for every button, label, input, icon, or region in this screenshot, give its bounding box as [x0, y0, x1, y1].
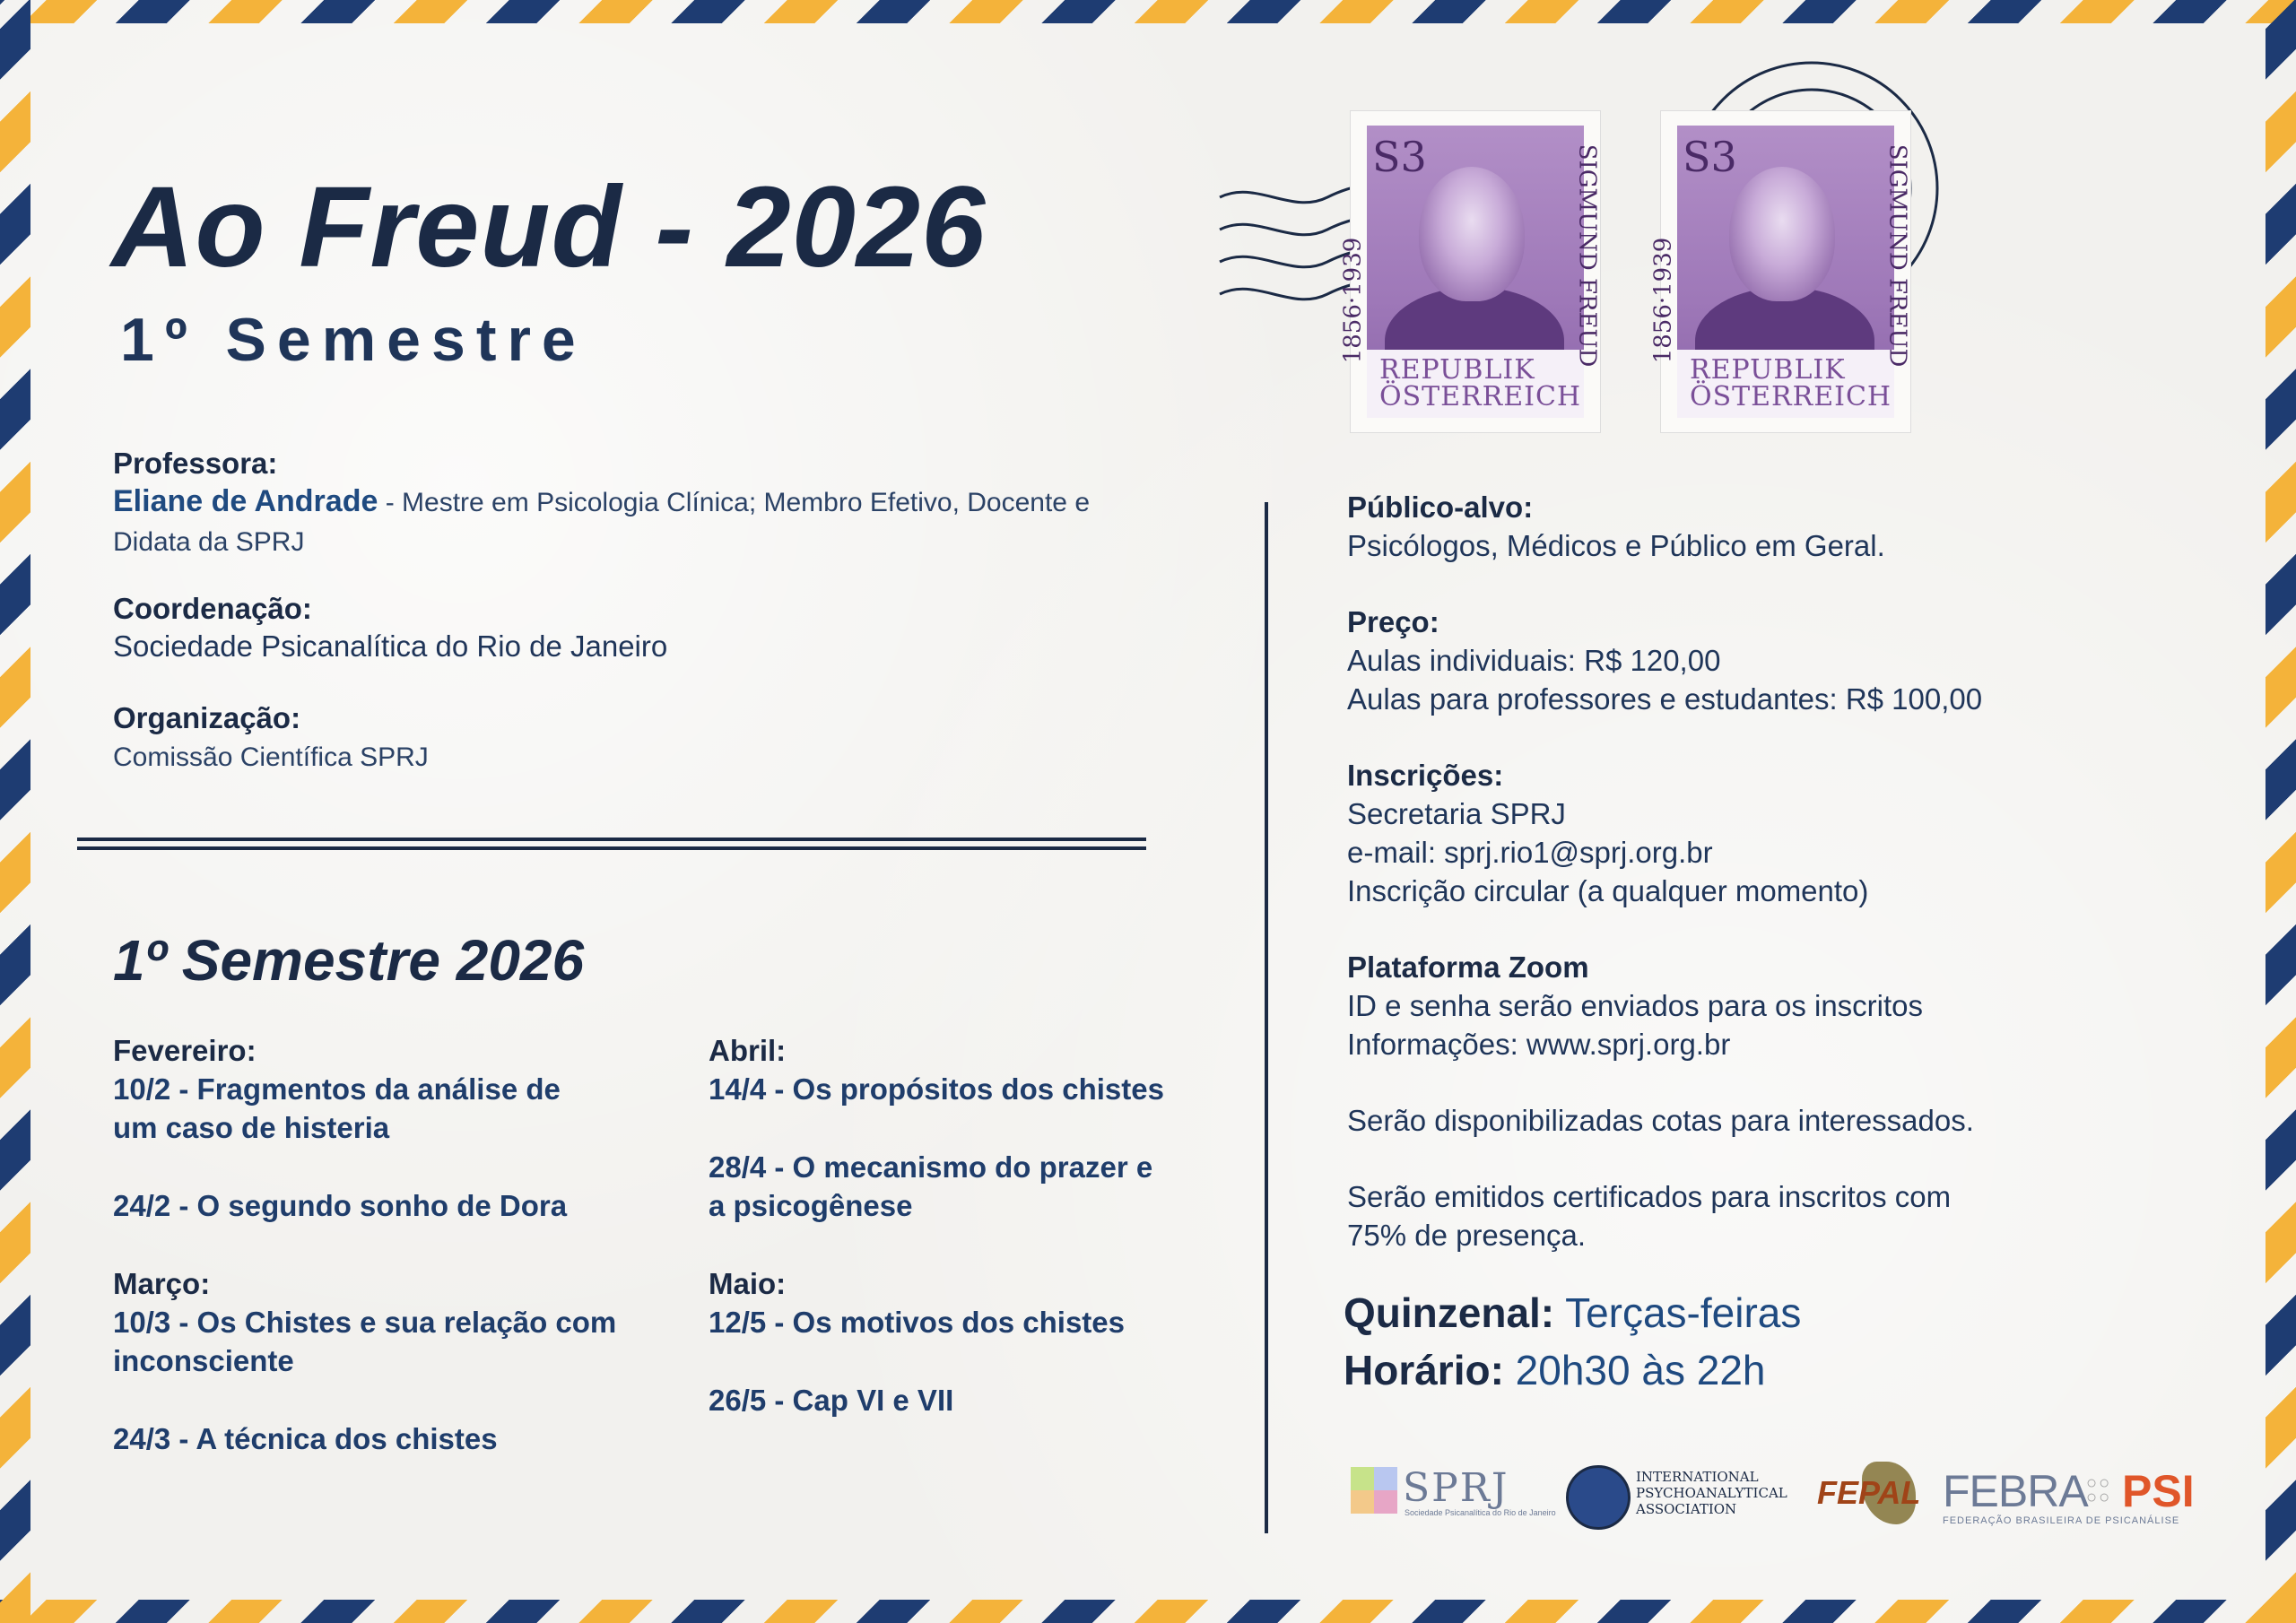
ipa-logo: [1566, 1458, 1787, 1530]
quinzenal-value: Terças-feiras: [1554, 1289, 1802, 1336]
divider-top-line: [77, 838, 1146, 841]
spacer: [709, 1108, 1283, 1148]
ipa-seal-icon: [1566, 1465, 1631, 1530]
schedule-item: a psicogênese: [709, 1189, 913, 1222]
febra-subtitle: FEDERAÇÃO BRASILEIRA DE PSICANÁLISE: [1943, 1515, 2180, 1526]
logos-row: [1351, 1458, 2194, 1530]
organizacao-value: Comissão Científica SPRJ: [113, 742, 429, 772]
coordenacao-block: [113, 590, 1189, 665]
inscricoes-label: Inscrições:: [1347, 759, 1504, 792]
spacer: [113, 1225, 687, 1264]
inscricoes-email: e-mail: sprj.rio1@sprj.org.br: [1347, 836, 1713, 869]
schedule-title: 1º Semestre 2026: [113, 928, 585, 993]
portrait-face: [1419, 167, 1525, 301]
schedule-item: 10/3 - Os Chistes e sua relação com: [113, 1306, 617, 1339]
stamp-left-image: [1339, 126, 1601, 418]
vertical-divider: [1265, 502, 1268, 1533]
stamp-right-image: [1649, 126, 1911, 418]
stamp-name: SIGMUND FREUD: [1573, 143, 1601, 368]
cotas-text: Serão disponibilizadas cotas para interessados.: [1347, 1104, 1974, 1137]
spacer: [709, 1225, 1283, 1264]
professora-label: Professora:: [113, 447, 278, 480]
stamp-country-line-2: ÖSTERREICH: [1690, 381, 1892, 412]
stamp-right: [1649, 111, 1911, 432]
sprj-subtitle: Sociedade Psicanalítica do Rio de Janeiro: [1405, 1508, 1556, 1517]
spacer: [709, 1341, 1283, 1381]
ipa-wordmark: INTERNATIONAL PSYCHOANALYTICAL ASSOCIATION: [1636, 1469, 1787, 1517]
stamp-name: SIGMUND FREUD: [1883, 143, 1911, 368]
fepal-logo: [1812, 1462, 1919, 1530]
febra-wordmark: FEBRA: [1943, 1466, 2088, 1516]
page-subtitle: 1º Semestre: [120, 306, 587, 374]
schedule-item: inconsciente: [113, 1344, 294, 1377]
spacer: [1347, 565, 2244, 603]
horario-label: Horário:: [1344, 1347, 1504, 1393]
stamp-value: S3: [1683, 133, 1737, 181]
fepal-wordmark: FEPAL: [1817, 1474, 1921, 1511]
professora-block: [113, 445, 1189, 561]
month-label: Março:: [113, 1267, 211, 1300]
divider-bottom-line: [77, 846, 1146, 850]
stamp-country-line-2: ÖSTERREICH: [1379, 381, 1582, 412]
organizacao-block: [113, 699, 1189, 777]
airmail-border-left: [0, 0, 30, 1623]
preco-label: Preço:: [1347, 605, 1439, 638]
airmail-border-right: [2266, 0, 2296, 1623]
febra-psi-wordmark: PSI: [2122, 1466, 2195, 1516]
preco-line-1: Aulas individuais: R$ 120,00: [1347, 644, 1721, 677]
sprj-logo: [1351, 1465, 1556, 1521]
schedule-item: 24/3 - A técnica dos chistes: [113, 1422, 498, 1455]
horario-line: [1344, 1343, 1766, 1397]
coordenacao-label: Coordenação:: [113, 592, 312, 625]
page-title: Ao Freud - 2026: [111, 163, 987, 291]
publico-value: Psicólogos, Médicos e Público em Geral.: [1347, 529, 1885, 562]
airmail-border-bottom: [0, 1600, 2296, 1623]
professora-description: - Mestre em Psicologia Clínica; Membro Efetivo, Docente e: [378, 488, 1091, 517]
inscricoes-line-1: Secretaria SPRJ: [1347, 797, 1566, 830]
details-block: [1347, 488, 2244, 1254]
professora-name: Eliane de Andrade: [113, 484, 378, 518]
stamp-years: 1856·1939: [1649, 237, 1677, 364]
airmail-border-top: [0, 0, 2296, 23]
quinzenal-line: [1344, 1286, 1801, 1340]
portrait-face: [1729, 167, 1835, 301]
stamp-value: S3: [1372, 133, 1427, 181]
certificados-line-2: 75% de presença.: [1347, 1219, 1587, 1252]
quinzenal-label: Quinzenal:: [1344, 1289, 1555, 1336]
febra-dots-icon: ○○ ○○: [2086, 1473, 2112, 1507]
schedule-item: 26/5 - Cap VI e VII: [709, 1384, 954, 1417]
spacer: [1347, 1063, 2244, 1101]
organizacao-label: Organização:: [113, 701, 301, 734]
stamp-country-line-1: REPUBLIK: [1379, 354, 1535, 386]
schedule-item: 28/4 - O mecanismo do prazer e: [709, 1150, 1153, 1184]
stamp-years: 1856·1939: [1339, 237, 1367, 364]
zoom-label: Plataforma Zoom: [1347, 950, 1589, 984]
certificados-line-1: Serão emitidos certificados para inscritos com: [1347, 1180, 1952, 1213]
spacer: [113, 1380, 687, 1419]
zoom-line-2: Informações: www.sprj.org.br: [1347, 1028, 1731, 1061]
zoom-line-1: ID e senha serão enviados para os inscritos: [1347, 989, 1924, 1022]
schedule-column-right: [709, 1031, 1283, 1419]
spacer: [1347, 1140, 2244, 1177]
coordenacao-value: Sociedade Psicanalítica do Rio de Janeiro: [113, 629, 668, 663]
schedule-item: 14/4 - Os propósitos dos chistes: [709, 1072, 1164, 1106]
professora-description-2: Didata da SPRJ: [113, 527, 305, 557]
preco-line-2: Aulas para professores e estudantes: R$ 100,00: [1347, 682, 1983, 716]
schedule-item: 12/5 - Os motivos dos chistes: [709, 1306, 1125, 1339]
horario-value: 20h30 às 22h: [1503, 1347, 1766, 1393]
schedule-column-left: [113, 1031, 687, 1458]
febra-psi-logo: [1943, 1465, 2194, 1528]
stamp-left: [1339, 111, 1601, 432]
month-label: Fevereiro:: [113, 1034, 257, 1067]
sprj-wordmark: SPRJ: [1403, 1465, 1509, 1511]
sprj-squares-icon: [1351, 1467, 1397, 1514]
stamp-country-line-1: REPUBLIK: [1690, 354, 1846, 386]
month-label: Abril:: [709, 1034, 787, 1067]
spacer: [113, 1147, 687, 1186]
schedule-item: um caso de histeria: [113, 1111, 390, 1144]
inscricoes-line-3: Inscrição circular (a qualquer momento): [1347, 874, 1869, 907]
schedule-item: 10/2 - Fragmentos da análise de: [113, 1072, 561, 1106]
month-label: Maio:: [709, 1267, 787, 1300]
spacer: [1347, 910, 2244, 948]
spacer: [1347, 718, 2244, 756]
schedule-item: 24/2 - O segundo sonho de Dora: [113, 1189, 568, 1222]
publico-label: Público-alvo:: [1347, 490, 1534, 524]
